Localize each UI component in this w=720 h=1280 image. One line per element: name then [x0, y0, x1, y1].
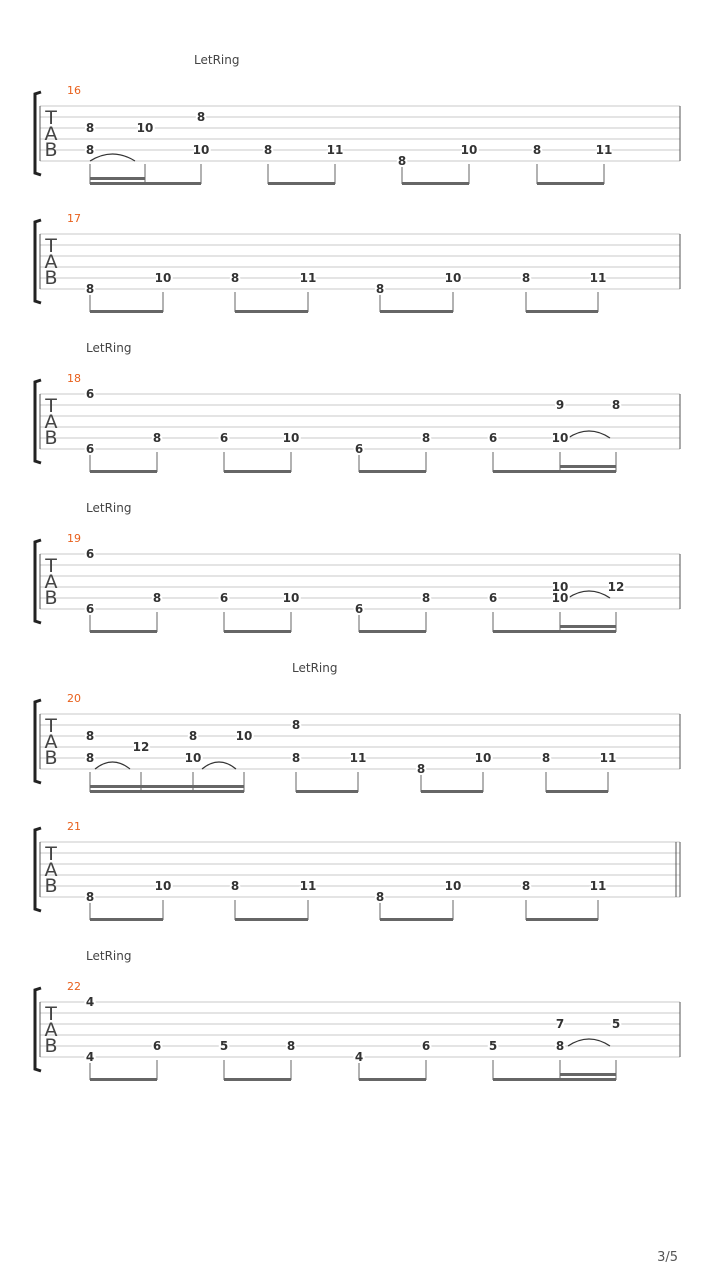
fret-number: 6 [488, 431, 498, 445]
fret-number: 10 [444, 879, 462, 893]
note-beam-secondary [560, 1073, 616, 1076]
note-beam-secondary [560, 465, 616, 468]
fret-number: 8 [85, 282, 95, 296]
let-ring-label: LetRing [86, 501, 132, 515]
fret-number: 6 [85, 602, 95, 616]
note-beam [90, 310, 163, 313]
fret-number: 8 [152, 591, 162, 605]
note-beam-secondary [560, 625, 616, 628]
measure-number: 19 [67, 532, 81, 545]
tab-clef-t: T [45, 1003, 57, 1025]
fret-number: 12 [607, 580, 625, 594]
tab-system-18 [35, 341, 680, 473]
fret-number: 10 [282, 431, 300, 445]
fret-number: 10 [551, 591, 569, 605]
fret-number: 4 [354, 1050, 364, 1064]
note-beam-secondary [90, 785, 244, 788]
note-beam-secondary [90, 177, 145, 180]
tab-clef-t: T [45, 715, 57, 737]
fret-number: 8 [291, 718, 301, 732]
note-beam [224, 630, 291, 633]
fret-number: 11 [599, 751, 617, 765]
tab-clef-t: T [45, 235, 57, 257]
note-beam [90, 1078, 157, 1081]
fret-number: 8 [85, 729, 95, 743]
fret-number: 8 [421, 591, 431, 605]
tab-clef-a: A [44, 1019, 58, 1041]
note-beam [526, 918, 598, 921]
measure-number: 20 [67, 692, 81, 705]
tab-system-19 [35, 501, 680, 633]
fret-number: 10 [136, 121, 154, 135]
measure-number: 18 [67, 372, 81, 385]
note-beam [90, 790, 244, 793]
fret-number: 5 [611, 1017, 621, 1031]
fret-number: 10 [551, 431, 569, 445]
fret-number: 8 [291, 751, 301, 765]
fret-number: 8 [521, 271, 531, 285]
note-beam [296, 790, 358, 793]
tie-arc [90, 154, 135, 161]
note-beam [421, 790, 483, 793]
note-beam [268, 182, 335, 185]
tab-clef-b: B [44, 139, 58, 161]
fret-number: 6 [152, 1039, 162, 1053]
fret-number: 10 [474, 751, 492, 765]
fret-number: 11 [299, 271, 317, 285]
note-beam [90, 630, 157, 633]
tab-clef-t: T [45, 107, 57, 129]
fret-number: 10 [460, 143, 478, 157]
tab-clef-b: B [44, 875, 58, 897]
fret-number: 6 [421, 1039, 431, 1053]
fret-number: 5 [488, 1039, 498, 1053]
fret-number: 10 [282, 591, 300, 605]
measure-number: 16 [67, 84, 81, 97]
fret-number: 8 [85, 890, 95, 904]
tie-arc [568, 431, 610, 438]
tab-clef-b: B [44, 587, 58, 609]
fret-number: 6 [85, 387, 95, 401]
tie-arc [202, 762, 236, 769]
tie-arc [95, 762, 130, 769]
fret-number: 10 [235, 729, 253, 743]
note-beam [526, 310, 598, 313]
tab-clef-b: B [44, 1035, 58, 1057]
fret-number: 10 [551, 580, 569, 594]
tab-clef-a: A [44, 251, 58, 273]
fret-number: 6 [219, 591, 229, 605]
fret-number: 11 [349, 751, 367, 765]
tab-clef-b: B [44, 747, 58, 769]
note-beam [235, 310, 308, 313]
measure-number: 21 [67, 820, 81, 833]
fret-number: 10 [154, 879, 172, 893]
tie-arc [568, 1039, 610, 1046]
fret-number: 8 [397, 154, 407, 168]
measure-number: 22 [67, 980, 81, 993]
fret-number: 11 [595, 143, 613, 157]
fret-number: 11 [589, 271, 607, 285]
note-beam [359, 630, 426, 633]
let-ring-label: LetRing [86, 341, 132, 355]
fret-number: 8 [555, 1039, 565, 1053]
fret-number: 7 [555, 1017, 565, 1031]
note-beam [90, 470, 157, 473]
fret-number: 4 [85, 1050, 95, 1064]
note-beam [493, 1078, 616, 1081]
tab-clef-t: T [45, 555, 57, 577]
fret-number: 6 [85, 547, 95, 561]
tab-system-17 [35, 212, 680, 313]
note-beam [359, 470, 426, 473]
fret-number: 11 [589, 879, 607, 893]
fret-number: 8 [85, 751, 95, 765]
note-beam [90, 918, 163, 921]
tie-arc [568, 591, 610, 598]
fret-number: 8 [532, 143, 542, 157]
fret-number: 8 [230, 271, 240, 285]
fret-number: 4 [85, 995, 95, 1009]
let-ring-label: LetRing [86, 949, 132, 963]
fret-number: 12 [132, 740, 150, 754]
tab-system-21 [35, 820, 680, 921]
fret-number: 6 [219, 431, 229, 445]
measure-number: 17 [67, 212, 81, 225]
tab-clef-b: B [44, 427, 58, 449]
tab-clef-a: A [44, 859, 58, 881]
fret-number: 10 [184, 751, 202, 765]
tab-clef-a: A [44, 731, 58, 753]
tab-clef-t: T [45, 843, 57, 865]
note-beam [493, 470, 616, 473]
fret-number: 8 [85, 121, 95, 135]
note-beam [380, 310, 453, 313]
tab-clef-t: T [45, 395, 57, 417]
tab-clef-a: A [44, 571, 58, 593]
fret-number: 8 [85, 143, 95, 157]
note-beam [546, 790, 608, 793]
fret-number: 8 [416, 762, 426, 776]
note-beam [380, 918, 453, 921]
note-beam [224, 1078, 291, 1081]
fret-number: 9 [555, 398, 565, 412]
tab-clef-a: A [44, 411, 58, 433]
let-ring-label: LetRing [292, 661, 338, 675]
fret-number: 11 [326, 143, 344, 157]
fret-number: 6 [354, 602, 364, 616]
fret-number: 10 [154, 271, 172, 285]
fret-number: 5 [219, 1039, 229, 1053]
fret-number: 8 [375, 282, 385, 296]
fret-number: 6 [85, 442, 95, 456]
fret-number: 8 [188, 729, 198, 743]
fret-number: 6 [488, 591, 498, 605]
fret-number: 8 [421, 431, 431, 445]
tab-system-20 [35, 661, 680, 793]
fret-number: 8 [521, 879, 531, 893]
fret-number: 8 [263, 143, 273, 157]
fret-number: 11 [299, 879, 317, 893]
tab-clef-a: A [44, 123, 58, 145]
let-ring-label: LetRing [194, 53, 240, 67]
fret-number: 8 [230, 879, 240, 893]
fret-number: 8 [196, 110, 206, 124]
fret-number: 6 [354, 442, 364, 456]
note-beam [235, 918, 308, 921]
note-beam [537, 182, 604, 185]
fret-number: 8 [152, 431, 162, 445]
note-beam [493, 630, 616, 633]
tab-system-16 [35, 53, 680, 185]
note-beam [402, 182, 469, 185]
tab-system-22 [35, 949, 680, 1081]
note-beam [224, 470, 291, 473]
fret-number: 10 [444, 271, 462, 285]
fret-number: 10 [192, 143, 210, 157]
note-beam [359, 1078, 426, 1081]
fret-number: 8 [286, 1039, 296, 1053]
page-number: 3/5 [657, 1250, 678, 1265]
fret-number: 8 [541, 751, 551, 765]
tab-clef-b: B [44, 267, 58, 289]
fret-number: 8 [375, 890, 385, 904]
fret-number: 8 [611, 398, 621, 412]
